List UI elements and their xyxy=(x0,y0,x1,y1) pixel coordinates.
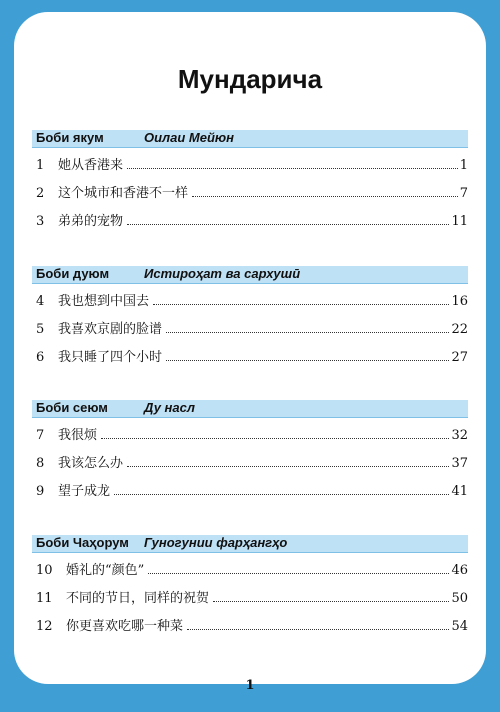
dot-leader xyxy=(127,465,449,467)
lesson-title: 弟弟的宠物 xyxy=(58,214,124,229)
page-number: 46 xyxy=(451,563,468,578)
chapter-subtitle: Оилаи Мейюн xyxy=(144,130,235,145)
toc-entry[interactable] xyxy=(32,176,468,204)
lesson-number: 5 xyxy=(36,322,45,337)
lesson-number: 11 xyxy=(36,591,53,606)
lesson-number: 3 xyxy=(36,214,45,229)
chapter-section xyxy=(32,130,468,232)
lesson-title: 我只睡了四个小时 xyxy=(58,350,163,365)
dot-leader xyxy=(166,359,449,361)
chapter-label: Боби дуюм xyxy=(36,266,110,281)
dot-leader xyxy=(114,493,449,495)
lesson-number: 1 xyxy=(36,158,45,173)
lesson-number: 2 xyxy=(36,186,45,201)
chapter-header xyxy=(32,535,468,553)
page-number: 32 xyxy=(451,428,468,443)
lesson-number: 12 xyxy=(36,619,53,634)
toc-entry[interactable] xyxy=(32,609,468,637)
toc-entry[interactable] xyxy=(32,581,468,609)
chapter-section xyxy=(32,266,468,368)
lesson-title: 你更喜欢吃哪一种菜 xyxy=(66,619,184,634)
lesson-title: 婚礼的“颜色” xyxy=(66,563,145,578)
page-number: 16 xyxy=(451,294,468,309)
lesson-title: 不同的节日，同样的祝贺 xyxy=(66,591,210,606)
chapter-subtitle: Истироҳат ва сархушӣ xyxy=(144,266,301,281)
page-number: 37 xyxy=(451,456,468,471)
lesson-number: 8 xyxy=(36,456,45,471)
dot-leader xyxy=(127,223,449,225)
chapter-section xyxy=(32,535,468,637)
dot-leader xyxy=(166,331,449,333)
chapter-label: Боби якум xyxy=(36,130,104,145)
chapter-label: Боби сеюм xyxy=(36,400,108,415)
toc-entry[interactable] xyxy=(32,418,468,446)
lesson-title: 我很烦 xyxy=(58,428,98,443)
lesson-number: 9 xyxy=(36,484,45,499)
lesson-number: 10 xyxy=(36,563,53,578)
page-number: 41 xyxy=(451,484,468,499)
page-number: 27 xyxy=(451,350,468,365)
lesson-title: 她从香港来 xyxy=(58,158,124,173)
footer-page-number: 1 xyxy=(245,678,255,693)
chapter-header xyxy=(32,130,468,148)
lesson-number: 6 xyxy=(36,350,45,365)
lesson-title: 我也想到中国去 xyxy=(58,294,150,309)
chapter-header xyxy=(32,266,468,284)
lesson-title: 我该怎么办 xyxy=(58,456,124,471)
toc-entry[interactable] xyxy=(32,474,468,502)
toc-entry[interactable] xyxy=(32,553,468,581)
page-number: 1 xyxy=(459,158,468,173)
dot-leader xyxy=(153,303,449,305)
toc-entry[interactable] xyxy=(32,284,468,312)
lesson-title: 望子成龙 xyxy=(58,484,111,499)
chapter-header xyxy=(32,400,468,418)
page-number: 50 xyxy=(451,591,468,606)
dot-leader xyxy=(127,167,458,169)
chapter-section xyxy=(32,400,468,502)
toc-entry[interactable] xyxy=(32,340,468,368)
page-number: 54 xyxy=(451,619,468,634)
dot-leader xyxy=(213,600,449,602)
lesson-title: 我喜欢京剧的脸谱 xyxy=(58,322,163,337)
chapter-subtitle: Ду насл xyxy=(144,400,195,415)
dot-leader xyxy=(192,195,458,197)
page-number: 22 xyxy=(451,322,468,337)
page-title: Мундарича xyxy=(177,64,323,94)
document-page xyxy=(14,12,486,684)
toc-entry[interactable] xyxy=(32,148,468,176)
page-number: 11 xyxy=(451,214,468,229)
lesson-number: 4 xyxy=(36,294,45,309)
toc-entry[interactable] xyxy=(32,312,468,340)
chapter-subtitle: Гуногунии фарҳангҳо xyxy=(144,535,288,550)
dot-leader xyxy=(148,572,449,574)
page-number: 7 xyxy=(459,186,468,201)
toc-entry[interactable] xyxy=(32,446,468,474)
lesson-title: 这个城市和香港不一样 xyxy=(58,186,189,201)
lesson-number: 7 xyxy=(36,428,45,443)
chapter-label: Боби Чаҳорум xyxy=(36,535,129,550)
toc-entry[interactable] xyxy=(32,204,468,232)
dot-leader xyxy=(101,437,449,439)
dot-leader xyxy=(187,628,449,630)
